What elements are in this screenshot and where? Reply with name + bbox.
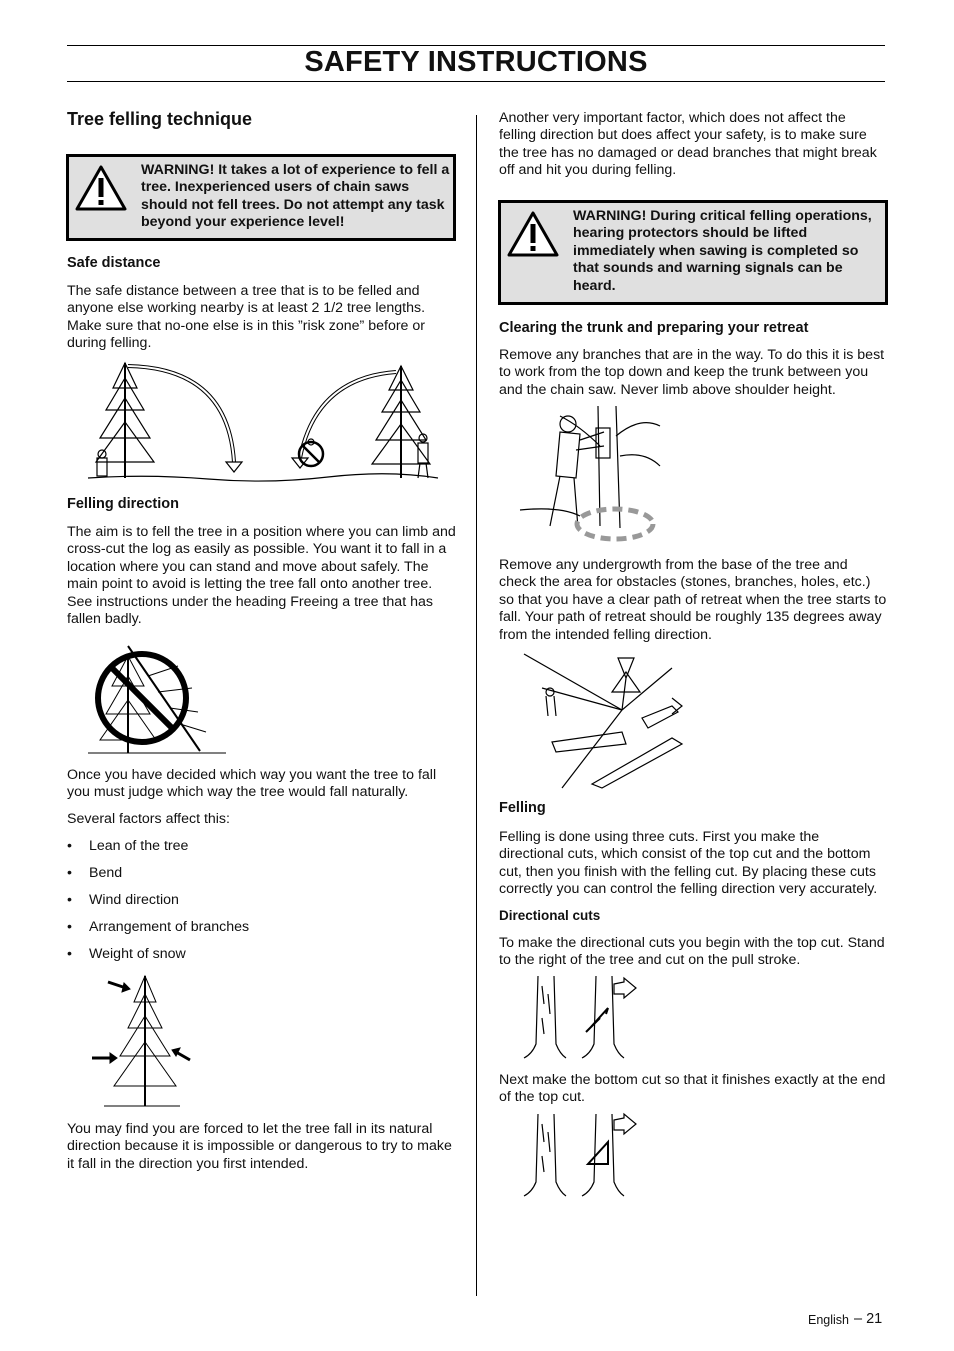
section-title: Tree felling technique — [67, 109, 253, 129]
no-fall-onto-tree-illustration — [88, 636, 228, 756]
limbing-illustration — [520, 406, 665, 546]
warning-triangle-icon — [507, 211, 559, 257]
warning-box-1 — [66, 154, 456, 241]
text-felling-direction: The aim is to fell the tree in a position where you can limb and cross-cut the log as easily as possible. You want it to fall in a location where you can stand and move about safely. The main point to avoid is letting the tree fall onto another tree. See instructions under the heading Freeing a tree that has fallen badly. — [67, 524, 456, 628]
text-top-cut: To make the directional cuts you begin with the top cut. Stand to the right of the tree and cut on the pull stroke. — [499, 935, 885, 969]
heading-felling: Felling — [499, 800, 546, 816]
text-felling: Felling is done using three cuts. First you make the directional cuts, which consist of the top cut and the bottom cut, then you finish with the felling cut. By placing these cuts correctly you can control the felling direction very accurately. — [499, 829, 878, 898]
heading-safe-distance: Safe distance — [67, 255, 161, 271]
heading-directional-cuts: Directional cuts — [499, 908, 601, 923]
text-natural-direction: You may find you are forced to let the tree fall in its natural direction because it is impossible or dangerous to try to make it fall in the direction you first intended. — [67, 1121, 452, 1172]
text-retreat: Remove any undergrowth from the base of the tree and check the area for obstacles (stones, branches, holes, etc.) so that you have a clear path of retreat when the tree starts to fall. Your path of retreat should be roughly 135 degrees away from the intended felling direction. — [499, 557, 887, 643]
page-number: – 21 — [854, 1311, 883, 1327]
page-title: SAFETY INSTRUCTIONS — [304, 46, 648, 78]
heading-clearing: Clearing the trunk and preparing your retreat — [499, 320, 809, 336]
warning-triangle-icon — [75, 165, 127, 211]
text-intro: Another very important factor, which does not affect the felling direction but does affect your safety, is to make sure the tree has no damaged or dead branches that might break off and hit you during felling. — [499, 110, 877, 179]
warning-text-2: WARNING! During critical felling operations, hearing protectors should be lifted immediately when sawing is completed so that sounds and warning signals can be heard. — [573, 208, 872, 294]
text-factors-intro: Several factors affect this: — [67, 811, 230, 827]
text-clearing: Remove any branches that are in the way. To do this it is best to work from the top down and keep the trunk between you and the chain saw. Never limb above shoulder height. — [499, 347, 885, 398]
text-safe-distance: The safe distance between a tree that is to be felled and anyone else working nearby is at least 2 1/2 tree lengths. Make sure that no-one else is in this ”risk zone” before or during felling. — [67, 283, 426, 352]
retreat-path-illustration — [522, 648, 687, 790]
text-natural-fall: Once you have decided which way you want the tree to fall you must judge which way the tree would fall naturally. — [67, 767, 437, 801]
safe-distance-illustration — [88, 358, 438, 482]
tree-factors-illustration — [90, 972, 195, 1112]
heading-felling-direction: Felling direction — [67, 496, 179, 512]
warning-box-2 — [498, 200, 888, 305]
top-cut-illustration — [520, 974, 640, 1060]
warning-text-1: WARNING! It takes a lot of experience to fell a tree. Inexperienced users of chain saws should not fell trees. Do not attempt any task beyond your experience level! — [141, 162, 450, 231]
footer-language: English — [808, 1313, 849, 1327]
bottom-cut-illustration — [520, 1112, 640, 1198]
column-divider — [476, 115, 477, 1296]
text-bottom-cut: Next make the bottom cut so that it finishes exactly at the end of the top cut. — [499, 1072, 886, 1106]
